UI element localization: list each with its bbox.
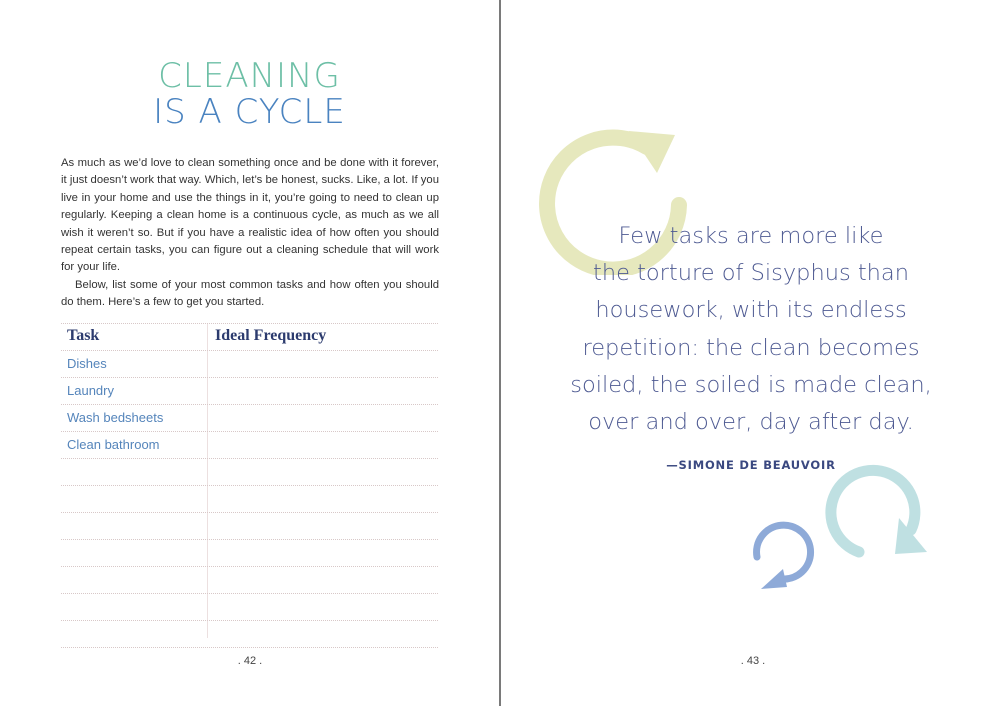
quote-attribution: —SIMONE DE BEAUVOIR — [666, 458, 836, 472]
table-row[interactable] — [61, 459, 438, 486]
table-row[interactable] — [61, 594, 438, 621]
page-number-right: . 43 . — [740, 655, 766, 667]
table-row[interactable] — [61, 405, 438, 432]
quote-line: soiled, the soiled is made clean, — [570, 371, 932, 398]
table-row[interactable] — [61, 378, 438, 405]
page-title-line1: CLEANING — [158, 56, 341, 96]
page-title-line2: IS A CYCLE — [153, 92, 346, 132]
right-page — [501, 0, 1000, 706]
task-cell: Laundry — [67, 383, 114, 398]
page-number-left: . 42 . — [237, 655, 263, 667]
task-frequency-table — [61, 323, 438, 648]
table-row[interactable] — [61, 486, 438, 513]
cycle-arrow-icon-blue — [747, 515, 827, 595]
intro-text — [61, 155, 439, 312]
cycle-arrow-icon-teal — [819, 452, 934, 567]
table-header-row — [61, 323, 438, 351]
quote-line: Few tasks are more like — [618, 223, 884, 249]
header-ideal-frequency: Ideal Frequency — [215, 327, 327, 344]
task-cell: Wash bedsheets — [67, 410, 164, 425]
table-row[interactable] — [61, 351, 438, 378]
quote-line: housework, with its endless — [595, 297, 907, 324]
table-row[interactable] — [61, 567, 438, 594]
task-cell: Clean bathroom — [67, 437, 160, 452]
table-row[interactable] — [61, 432, 438, 459]
left-page — [0, 0, 499, 706]
table-row[interactable] — [61, 621, 438, 648]
table-row[interactable] — [61, 513, 438, 540]
quote-line: the torture of Sisyphus than — [593, 260, 909, 287]
quote-line: over and over, day after day. — [588, 409, 914, 436]
header-task: Task — [67, 327, 100, 344]
table-row[interactable] — [61, 540, 438, 567]
intro-paragraph-2: Below, list some of your most common tasks and how often you should do them. Here’s a few to get you started. — [61, 278, 439, 309]
quote-line: repetition: the clean becomes — [582, 334, 920, 361]
intro-paragraph-1: As much as we’d love to clean something once and be done with it forever, it just doesn’t work that way. Which, let’s be honest, sucks. Like, a lot. If you live in your home and use the things in it, you’re going to need to clean up regularly. Keeping a clean home is a continuous cycle, as much as we all wish it weren’t so. But if you have a realistic idea of how often you should repeat certain tasks, you can figure out a cleaning schedule that will work for your life. — [61, 157, 439, 274]
quote-text — [561, 218, 941, 441]
task-cell: Dishes — [67, 356, 107, 371]
